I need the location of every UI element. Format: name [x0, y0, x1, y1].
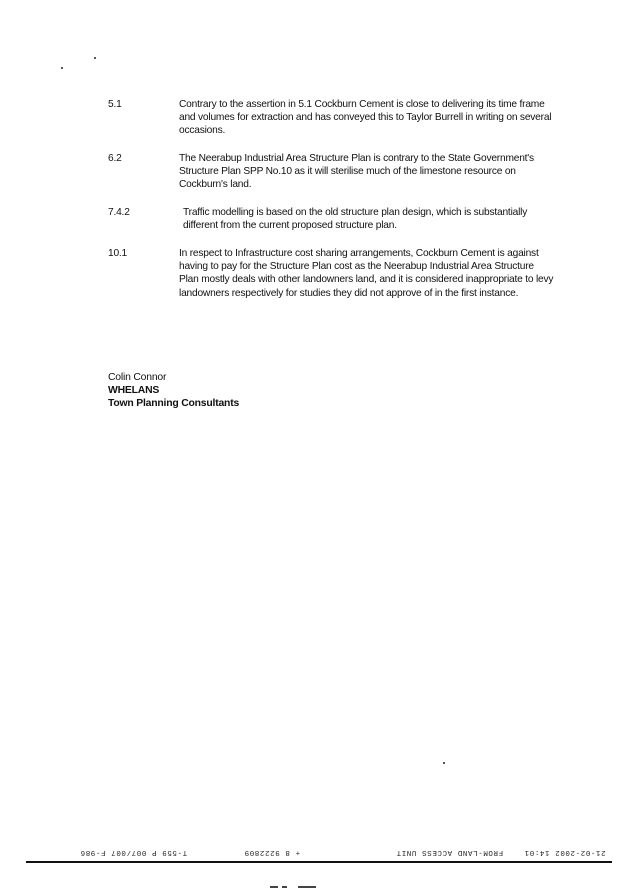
fax-divider-line [26, 861, 612, 863]
comment-line: having to pay for the Structure Plan cost as the Neerabup Industrial Area Structure [179, 261, 534, 273]
comment-line: In respect to Infrastructure cost sharing arrangements, Cockburn Cement is against [179, 248, 539, 259]
comment-line: occasions. [179, 125, 226, 137]
fax-sender: FROM-LAND ACCESS UNIT [396, 848, 504, 856]
company-role: Town Planning Consultants [108, 398, 240, 410]
comment-text [179, 152, 571, 192]
company-name: WHELANS [108, 385, 160, 397]
fax-transmission-header [80, 848, 606, 860]
fax-phone: + 8 9222809 [244, 848, 301, 856]
fax-page-info: T-559 P 007/007 F-986 [80, 848, 188, 856]
comment-text [179, 98, 571, 138]
section-number: 7.4.2 [108, 207, 130, 218]
cropped-text-fragment [270, 884, 330, 889]
scan-speck [94, 57, 96, 59]
section-number: 6.2 [108, 153, 122, 164]
fax-datetime: 21-02-2002 14:01 [524, 848, 606, 856]
scan-speck [61, 67, 63, 69]
signature-block [108, 371, 239, 411]
comment-line: Structure Plan SPP No.10 as it will sterilise much of the limestone resource on [179, 166, 516, 178]
comment-line: landowners respectively for studies they did not approve of in the first instance. [179, 287, 519, 299]
comment-line: and volumes for extraction and has conveyed this to Taylor Burrell in writing on several [179, 112, 552, 124]
comment-text [179, 247, 571, 300]
comment-line: Traffic modelling is based on the old structure plan design, which is substantially [183, 207, 528, 218]
comment-line: Contrary to the assertion in 5.1 Cockburn Cement is close to delivering its time frame [179, 99, 545, 110]
comment-text [183, 206, 575, 232]
section-number: 5.1 [108, 99, 122, 110]
comment-line: The Neerabup Industrial Area Structure Plan is contrary to the State Government's [179, 153, 534, 164]
comment-line: Cockburn's land. [179, 179, 252, 191]
signatory-name: Colin Connor [108, 372, 167, 383]
comment-line: Plan mostly deals with other landowners land, and it is considered inappropriate to levy [179, 274, 554, 286]
scan-speck [443, 762, 445, 764]
section-number: 10.1 [108, 248, 128, 259]
comment-line: different from the current proposed structure plan. [183, 220, 397, 232]
